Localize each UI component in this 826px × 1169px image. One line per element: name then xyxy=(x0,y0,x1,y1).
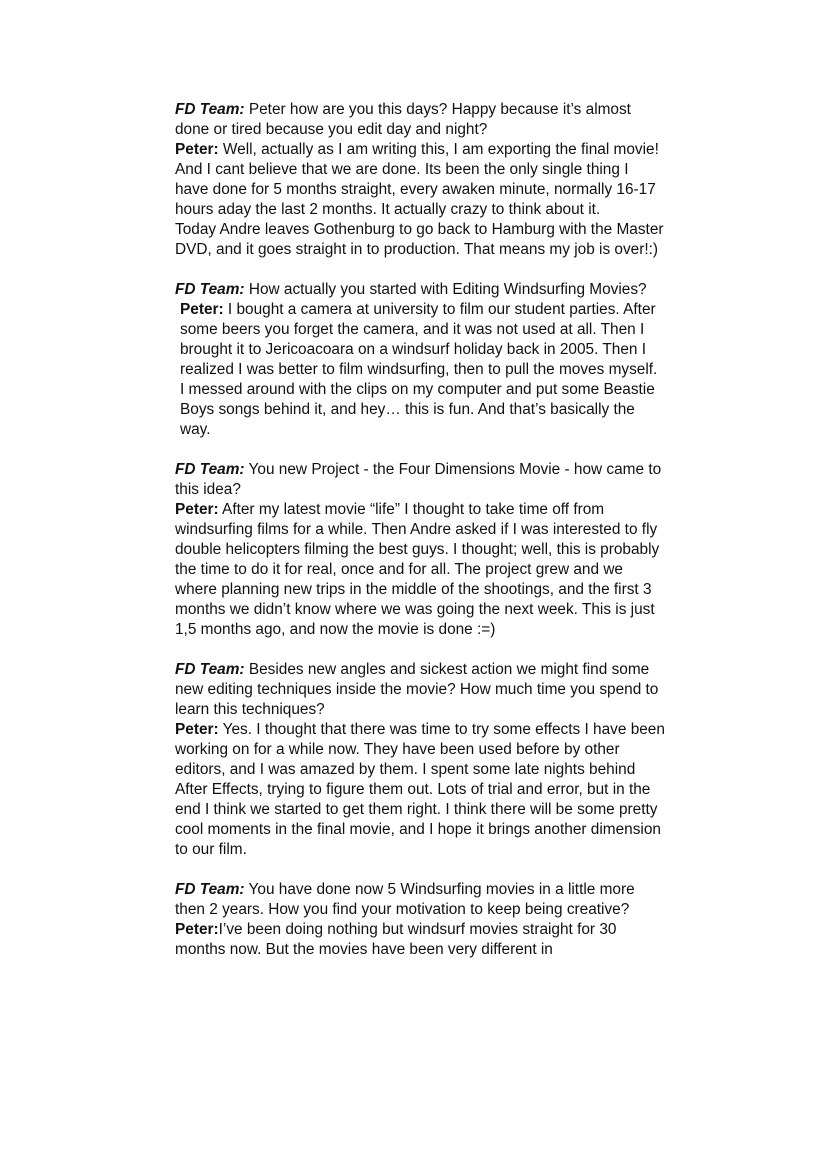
question-text: You new Project - the Four Dimensions Movie - how came to this idea? xyxy=(175,461,662,498)
question-speaker: FD Team: xyxy=(175,661,245,678)
answer-paragraph xyxy=(175,140,665,220)
qa-block-3 xyxy=(175,460,665,640)
answer-paragraph xyxy=(175,300,665,440)
answer-text: After my latest movie “life” I thought to take time off from windsurfing films for a while. Then Andre asked if I was interested to fly double helicopters filming the best guys. I thought; well, this is probably the time to do it for real, once and for all. The project grew and we where planning new trips in the middle of the shootings, and the first 3 months we didn’t know where we was going the next week. This is just 1,5 months ago, and now the movie is done :=) xyxy=(175,501,660,638)
answer-speaker: Peter: xyxy=(175,141,219,158)
question-speaker: FD Team: xyxy=(175,281,245,298)
question-speaker: FD Team: xyxy=(175,881,245,898)
question-paragraph xyxy=(175,880,665,920)
question-paragraph xyxy=(175,460,665,500)
answer-speaker: Peter: xyxy=(175,921,219,938)
qa-block-4 xyxy=(175,660,665,860)
interview-document xyxy=(175,100,665,980)
question-text: Peter how are you this days? Happy because it’s almost done or tired because you edit day and night? xyxy=(175,101,631,138)
answer-paragraph xyxy=(175,500,665,640)
answer-speaker: Peter: xyxy=(180,301,224,318)
question-paragraph xyxy=(175,660,665,720)
answer-speaker: Peter: xyxy=(175,721,219,738)
answer-speaker: Peter: xyxy=(175,501,219,518)
question-text: How actually you started with Editing Windsurfing Movies? xyxy=(244,281,647,298)
answer-paragraph xyxy=(175,920,665,960)
qa-block-2 xyxy=(175,280,665,440)
question-text: You have done now 5 Windsurfing movies in a little more then 2 years. How you find your motivation to keep being creative? xyxy=(175,881,635,918)
qa-block-1 xyxy=(175,100,665,260)
answer-text: I bought a camera at university to film our student parties. After some beers you forget the camera, and it was not used at all. Then I brought it to Jericoacoara on a windsurf holiday back in 2005. Then I realized I was better to film windsurfing, then to pull the moves myself. I messed around with the clips on my computer and put some Beastie Boys songs behind it, and hey… this is fun. And that’s basically the way. xyxy=(180,301,658,438)
answer-text: Yes. I thought that there was time to try some effects I have been working on for a while now. They have been used before by other editors, and I was amazed by them. I spent some late nights behind After Effects, trying to figure them out. Lots of trial and error, but in the end I think we started to get them right. I think there will be some pretty cool moments in the final movie, and I hope it brings another dimension to our film. xyxy=(175,721,665,858)
question-speaker: FD Team: xyxy=(175,101,245,118)
question-paragraph xyxy=(175,100,665,140)
answer-continuation: Today Andre leaves Gothenburg to go back to Hamburg with the Master DVD, and it goes straight in to production. That means my job is over!:) xyxy=(175,221,664,258)
question-paragraph xyxy=(175,280,665,300)
question-text: Besides new angles and sickest action we might find some new editing techniques inside the movie? How much time you spend to learn this techniques? xyxy=(175,661,659,718)
answer-text: Well, actually as I am writing this, I am exporting the final movie! And I cant believe that we are done. Its been the only single thing I have done for 5 months straight, every awaken minute, normally 16-17 hours aday the last 2 months. It actually crazy to think about it. xyxy=(175,141,659,218)
answer-paragraph xyxy=(175,720,665,860)
qa-block-5 xyxy=(175,880,665,960)
question-speaker: FD Team: xyxy=(175,461,245,478)
answer-text: I’ve been doing nothing but windsurf movies straight for 30 months now. But the movies have been very different in xyxy=(175,921,617,958)
